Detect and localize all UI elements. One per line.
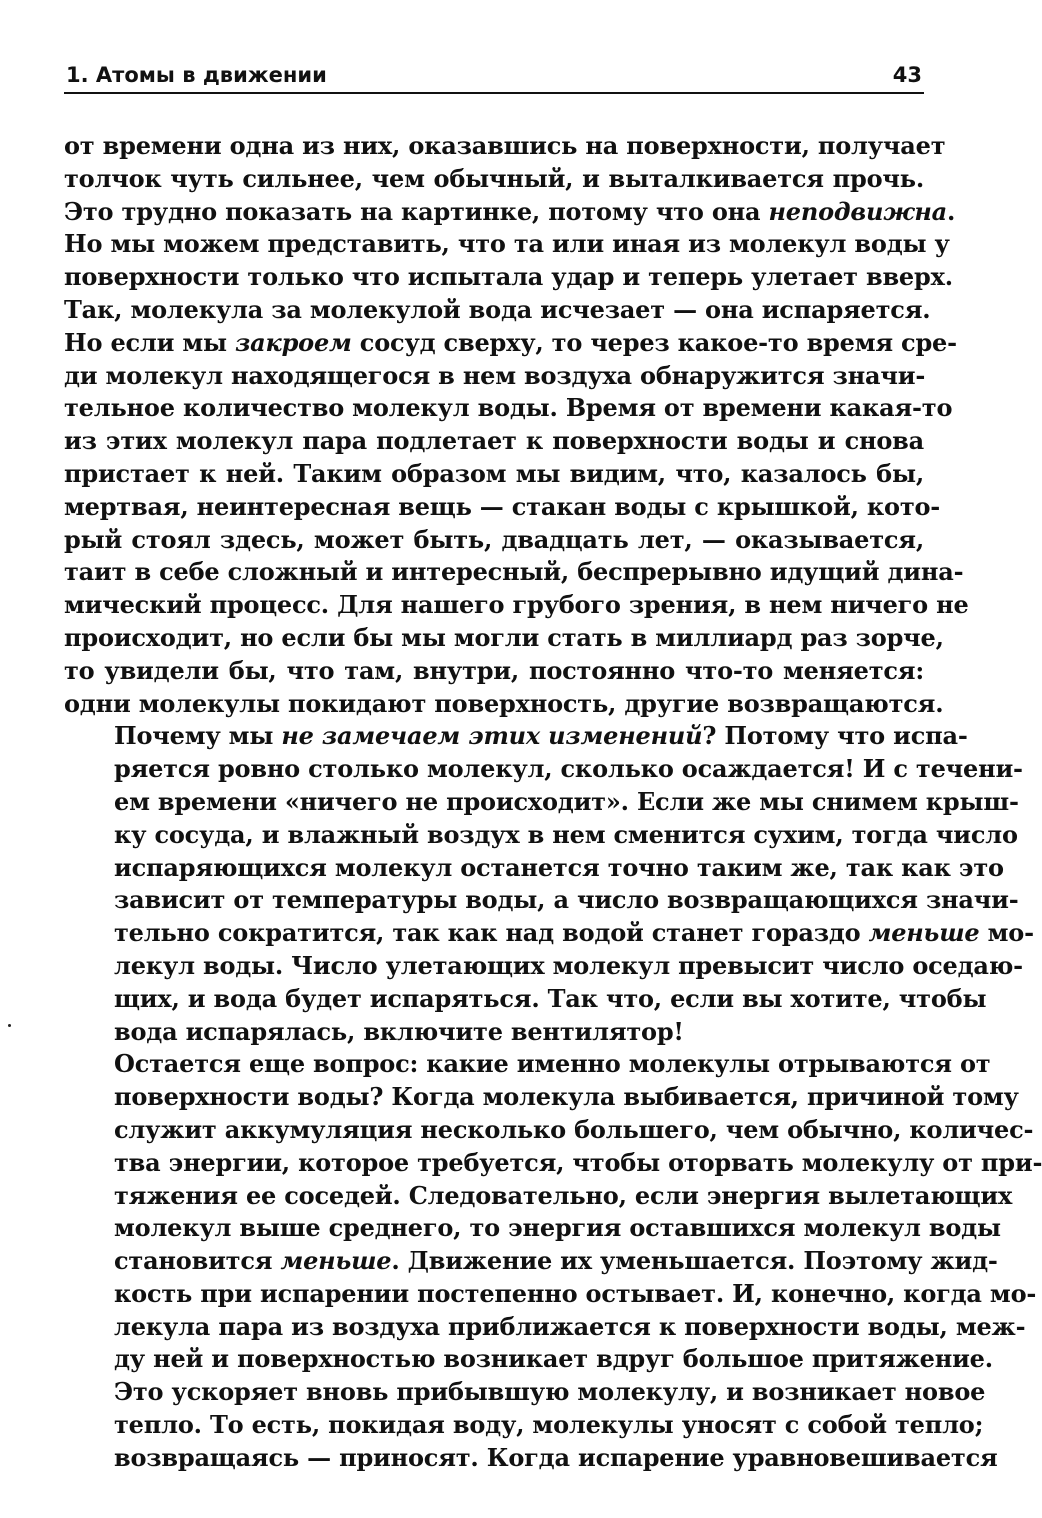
text-line: служит аккумуляция несколько большего, чем обычно, количес- <box>114 1114 1034 1144</box>
text-line: Остается еще вопрос: какие именно молекулы отрываются от <box>114 1049 991 1079</box>
text-line: Но мы можем представить, что та или иная из молекул воды у <box>64 229 950 259</box>
text-line: Так, молекула за молекулой вода исчезает — она испаряется. <box>64 294 931 324</box>
text-line: одни молекулы покидают поверхность, другие возвращаются. <box>64 688 944 718</box>
text-line: то увидели бы, что там, внутри, постоянно что-то меняется: <box>64 655 924 685</box>
italic-emphasis: меньше <box>280 1246 392 1276</box>
italic-emphasis: неподвижна <box>768 196 948 226</box>
text-line: рый стоял здесь, может быть, двадцать лет, — оказывается, <box>64 524 924 554</box>
running-head <box>64 62 924 94</box>
text-line: вода испарялась, включите вентилятор! <box>114 1016 684 1046</box>
body-text <box>64 130 1042 1475</box>
text-line: таит в себе сложный и интересный, беспрерывно идущий дина- <box>64 557 964 587</box>
text-line: зависит от температуры воды, а число возвращающихся значи- <box>114 885 1019 915</box>
text-line: поверхности воды? Когда молекула выбивается, причиной тому <box>114 1082 1019 1112</box>
paragraph-2 <box>64 720 1034 1048</box>
text-line: тяжения ее соседей. Следовательно, если энергия вылетающих <box>114 1180 1013 1210</box>
text-line: пристает к ней. Таким образом мы видим, что, казалось бы, <box>64 458 924 488</box>
text-line: ку сосуда, и влажный воздух в нем сменится сухим, тогда число <box>114 819 1018 849</box>
text-line: происходит, но если бы мы могли стать в миллиард раз зорче, <box>64 622 944 652</box>
page-number: 43 <box>892 63 922 87</box>
text-line: ду ней и поверхностью возникает вдруг большое притяжение. <box>114 1344 993 1374</box>
book-page <box>64 62 1042 1475</box>
text-line: мический процесс. Для нашего грубого зрения, в нем ничего не <box>64 590 969 620</box>
text-line: Это ускоряет вновь прибывшую молекулу, и возникает новое <box>114 1377 986 1407</box>
text-line: лекул воды. Число улетающих молекул превысит число оседаю- <box>114 950 1023 980</box>
italic-emphasis: меньше <box>868 918 980 948</box>
text-line: поверхности только что испытала удар и теперь улетает вверх. <box>64 262 953 292</box>
text-line: ряется ровно столько молекул, сколько осаждается! И с течени- <box>114 754 1023 784</box>
text-line: ди молекул находящегося в нем воздуха обнаружится значи- <box>64 360 926 390</box>
italic-emphasis: закроем <box>235 327 352 357</box>
text-line: щих, и вода будет испаряться. Так что, если вы хотите, чтобы <box>114 983 987 1013</box>
margin-speck <box>8 1024 11 1027</box>
text-line: Но если мы закроем сосуд сверху, то через какое-то время сре- <box>64 327 957 357</box>
paragraph-1 <box>64 130 969 720</box>
text-line: кость при испарении постепенно остывает. И, конечно, когда мо- <box>114 1278 1037 1308</box>
text-line: Почему мы не замечаем этих изменений? Потому что испа- <box>114 721 968 751</box>
text-line: молекул выше среднего, то энергия оставшихся молекул воды <box>114 1213 1001 1243</box>
text-line: мертвая, неинтересная вещь — стакан воды с крышкой, кото- <box>64 491 941 521</box>
text-line: становится меньше. Движение их уменьшается. Поэтому жид- <box>114 1246 998 1276</box>
text-line: тельно сократится, так как над водой станет гораздо меньше мо- <box>114 918 1034 948</box>
chapter-title: 1. Атомы в движении <box>66 63 327 87</box>
text-line: от времени одна из них, оказавшись на поверхности, получает <box>64 131 946 160</box>
text-line: Это трудно показать на картинке, потому что она неподвижна. <box>64 196 956 226</box>
text-line: тва энергии, которое требуется, чтобы оторвать молекулу от при- <box>114 1147 1042 1177</box>
text-line: тельное количество молекул воды. Время от времени какая-то <box>64 393 953 423</box>
text-line: из этих молекул пара подлетает к поверхности воды и снова <box>64 426 924 456</box>
text-line: возвращаясь — приносят. Когда испарение уравновешивается <box>114 1442 998 1472</box>
italic-emphasis: не замечаем этих изменений <box>281 721 703 751</box>
text-line: тепло. То есть, покидая воду, молекулы уносят с собой тепло; <box>114 1410 984 1440</box>
text-line: лекула пара из воздуха приближается к поверхности воды, меж- <box>114 1311 1026 1341</box>
text-line: ем времени «ничего не происходит». Если же мы снимем крыш- <box>114 786 1019 816</box>
text-line: испаряющихся молекул останется точно таким же, так как это <box>114 852 1004 882</box>
paragraph-3 <box>64 1048 1042 1474</box>
text-line: толчок чуть сильнее, чем обычный, и выталкивается прочь. <box>64 163 924 193</box>
